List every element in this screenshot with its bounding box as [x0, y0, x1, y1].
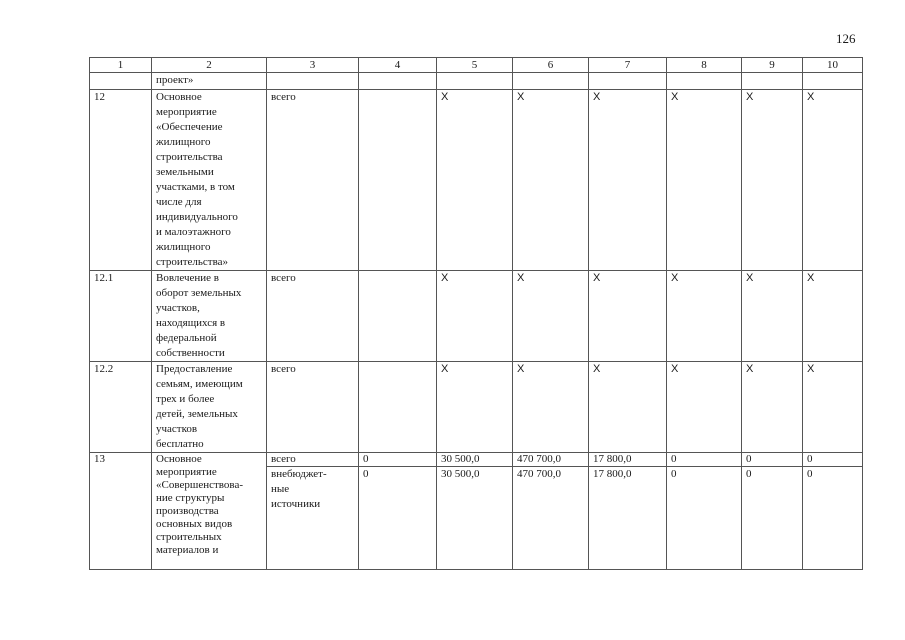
- header-cell: 1: [90, 58, 152, 73]
- activity-name-line: земельными: [156, 166, 214, 178]
- activity-name-line: «Совершенствова-: [156, 479, 243, 491]
- value-cell: Х: [803, 271, 863, 362]
- activity-name-line: «Обеспечение: [156, 121, 223, 133]
- activity-name-line: семьям, имеющим: [156, 378, 243, 390]
- funding-source-line: всего: [271, 272, 296, 284]
- activity-name-line: Основное: [156, 453, 202, 465]
- value-cell: 30 500,0: [437, 467, 513, 570]
- value-cell: 0: [803, 467, 863, 570]
- activity-name-line: участков,: [156, 302, 200, 314]
- activity-name-line: строительства: [156, 151, 223, 163]
- value-cell: 17 800,0: [589, 467, 667, 570]
- row-number: 12.1: [90, 271, 152, 362]
- funding-source-line: источники: [271, 498, 321, 510]
- activity-name: [152, 362, 267, 453]
- value-cell: [359, 73, 437, 90]
- header-row: [90, 58, 863, 73]
- value-cell: Х: [589, 362, 667, 453]
- activity-name-line: мероприятие: [156, 106, 217, 118]
- funding-source: [267, 271, 359, 362]
- budget-table: [89, 57, 863, 570]
- header-cell: 7: [589, 58, 667, 73]
- activity-name-line: федеральной: [156, 332, 217, 344]
- page-number: 126: [836, 31, 856, 46]
- activity-name-line: и малоэтажного: [156, 226, 231, 238]
- table-row: [90, 90, 863, 271]
- row-number: [90, 73, 152, 90]
- activity-name-line: мероприятие: [156, 466, 217, 478]
- value-cell: 0: [803, 453, 863, 467]
- header-cell: 9: [742, 58, 803, 73]
- value-cell: 30 500,0: [437, 453, 513, 467]
- activity-name-line: Основное: [156, 91, 202, 103]
- value-cell: [803, 73, 863, 90]
- value-cell: 0: [667, 467, 742, 570]
- activity-name: [152, 90, 267, 271]
- value-cell: Х: [513, 90, 589, 271]
- header-cell: 5: [437, 58, 513, 73]
- funding-source-line: ные: [271, 483, 290, 495]
- value-cell: [359, 271, 437, 362]
- row-number: 12.2: [90, 362, 152, 453]
- funding-source-line: всего: [271, 453, 296, 465]
- value-cell: [359, 362, 437, 453]
- activity-name-line: жилищного: [156, 241, 211, 253]
- activity-name: [152, 453, 267, 570]
- value-cell: 0: [742, 467, 803, 570]
- value-cell: Х: [513, 362, 589, 453]
- activity-name-line: материалов и: [156, 544, 219, 556]
- funding-source: [267, 467, 359, 570]
- table-row: [90, 362, 863, 453]
- value-cell: 0: [667, 453, 742, 467]
- table-row: [90, 73, 863, 90]
- activity-name-line: строительных: [156, 531, 222, 543]
- activity-name-line: жилищного: [156, 136, 211, 148]
- activity-name-line: производства: [156, 505, 219, 517]
- value-cell: Х: [742, 271, 803, 362]
- value-cell: [742, 73, 803, 90]
- header-cell: 4: [359, 58, 437, 73]
- value-cell: Х: [742, 362, 803, 453]
- activity-name-line: проект»: [156, 74, 194, 86]
- header-cell: 6: [513, 58, 589, 73]
- value-cell: Х: [803, 362, 863, 453]
- header-cell: 10: [803, 58, 863, 73]
- funding-source: [267, 362, 359, 453]
- value-cell: 470 700,0: [513, 467, 589, 570]
- value-cell: Х: [589, 271, 667, 362]
- value-cell: Х: [589, 90, 667, 271]
- value-cell: [513, 73, 589, 90]
- activity-name-line: индивидуального: [156, 211, 238, 223]
- value-cell: Х: [513, 271, 589, 362]
- value-cell: 0: [359, 467, 437, 570]
- activity-name-line: Предоставление: [156, 363, 233, 375]
- value-cell: 17 800,0: [589, 453, 667, 467]
- value-cell: [359, 90, 437, 271]
- value-cell: 0: [359, 453, 437, 467]
- activity-name-line: собственности: [156, 347, 225, 359]
- value-cell: Х: [437, 90, 513, 271]
- funding-source-line: внебюджет-: [271, 468, 327, 480]
- value-cell: Х: [667, 90, 742, 271]
- row-number: 12: [90, 90, 152, 271]
- activity-name-line: детей, земельных: [156, 408, 238, 420]
- activity-name-line: трех и более: [156, 393, 215, 405]
- header-cell: 8: [667, 58, 742, 73]
- value-cell: Х: [667, 362, 742, 453]
- activity-name-line: строительства»: [156, 256, 229, 268]
- value-cell: 0: [742, 453, 803, 467]
- activity-name: [152, 271, 267, 362]
- header-cell: 3: [267, 58, 359, 73]
- activity-name-line: числе для: [156, 196, 202, 208]
- activity-name-line: Вовлечение в: [156, 272, 219, 284]
- funding-source-line: всего: [271, 363, 296, 375]
- activity-name-line: основных видов: [156, 518, 233, 530]
- funding-source: [267, 90, 359, 271]
- activity-name-line: участками, в том: [156, 181, 235, 193]
- funding-source: [267, 73, 359, 90]
- activity-name-line: находящихся в: [156, 317, 226, 329]
- table-row: [90, 271, 863, 362]
- value-cell: Х: [437, 271, 513, 362]
- activity-name-line: бесплатно: [156, 438, 204, 450]
- value-cell: [437, 73, 513, 90]
- value-cell: Х: [437, 362, 513, 453]
- activity-name-line: участков: [156, 423, 198, 435]
- funding-source-line: всего: [271, 91, 296, 103]
- value-cell: Х: [667, 271, 742, 362]
- row-number: 13: [90, 453, 152, 570]
- activity-name: [152, 73, 267, 90]
- value-cell: 470 700,0: [513, 453, 589, 467]
- value-cell: Х: [742, 90, 803, 271]
- value-cell: Х: [803, 90, 863, 271]
- value-cell: [589, 73, 667, 90]
- table-row: [90, 453, 863, 467]
- funding-source: [267, 453, 359, 467]
- header-cell: 2: [152, 58, 267, 73]
- value-cell: [667, 73, 742, 90]
- activity-name-line: ние структуры: [156, 492, 225, 504]
- activity-name-line: оборот земельных: [156, 287, 242, 299]
